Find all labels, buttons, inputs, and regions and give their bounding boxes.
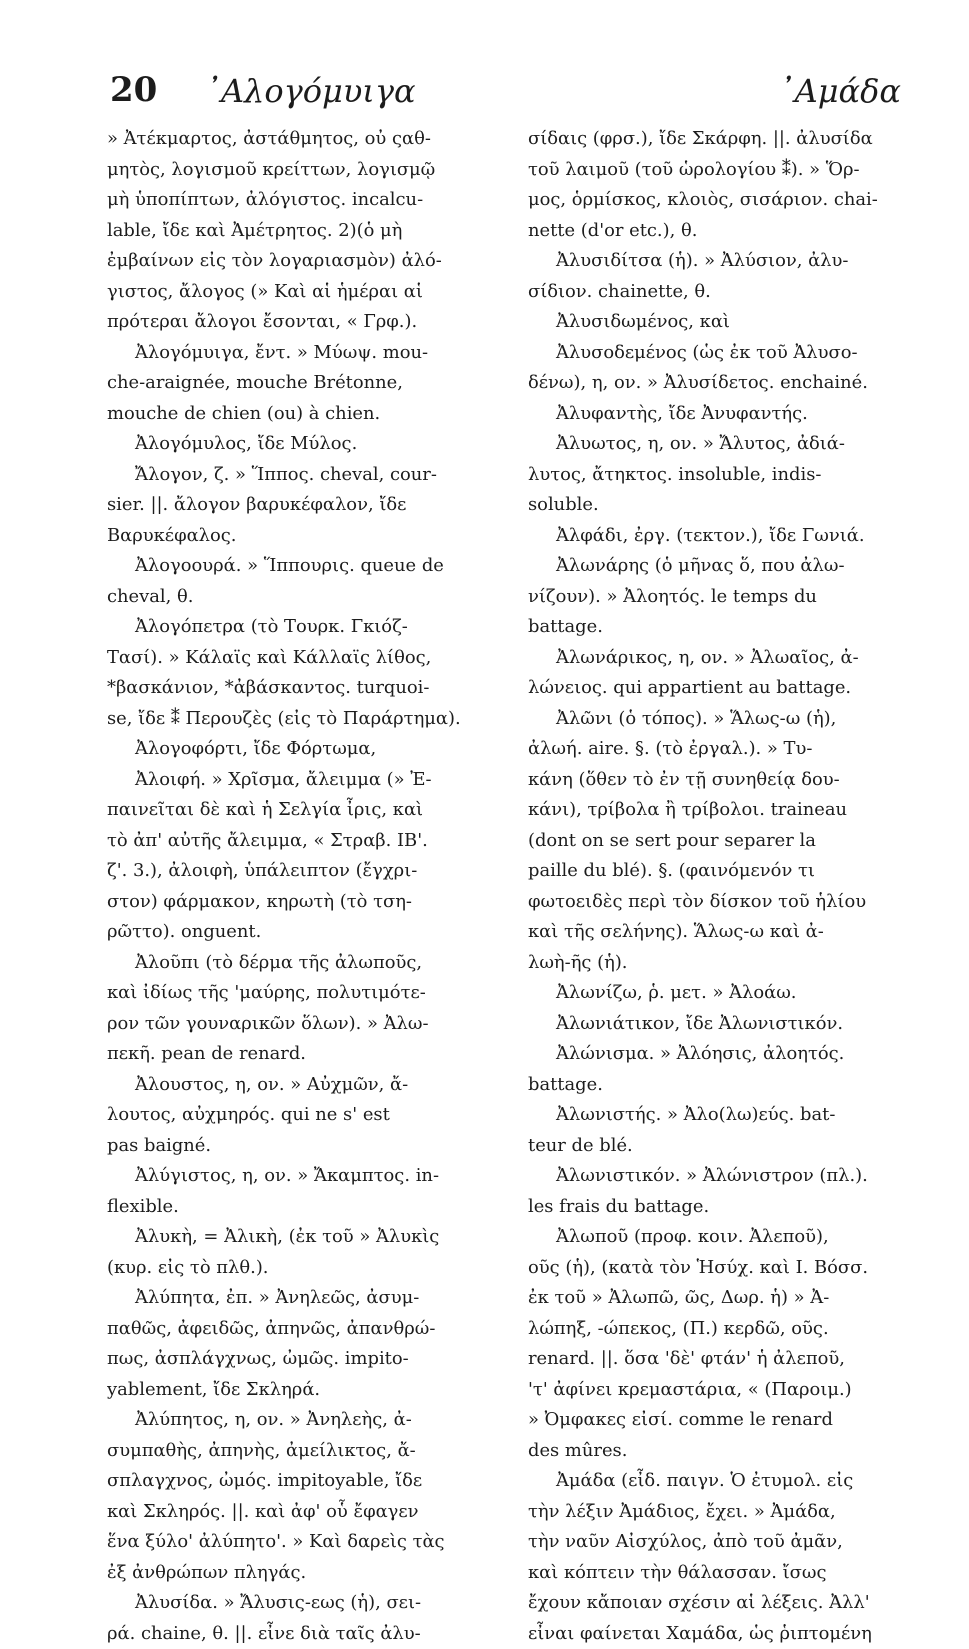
text-line: σίδιον. chainette, θ. [528, 277, 916, 308]
text-line: δένω), η, ον. » Ἀλυσίδετος. enchainé. [528, 368, 916, 399]
text-line: battage. [528, 612, 916, 643]
text-line: ρά. chaine, θ. ||. εἶνε διὰ ταῖς ἀλυ- [107, 1619, 495, 1649]
text-line: τὴν λέξιν Ἀμάδιος, ἔχει. » Ἀμάδα, [528, 1497, 916, 1528]
text-line: οῦς (ἡ), (κατὰ τὸν Ἡσύχ. καὶ Ι. Βόσσ. [528, 1253, 916, 1284]
text-line: γιστος, ἄλογος (» Καὶ αἱ ἡμέραι αἱ [107, 277, 495, 308]
text-line: μὴ ὑποπίπτων, ἀλόγιστος. incalcu- [107, 185, 495, 216]
text-line: pas baigné. [107, 1131, 495, 1162]
text-line: Ἀλωποῦ (προφ. κοιν. Ἀλεποῦ), [528, 1222, 916, 1253]
text-line: Ἀλογόμυλος, ἴδε Μύλος. [107, 429, 495, 460]
text-line: 'τ' ἀφίνει κρεμαστάρια, « (Παροιμ.) [528, 1375, 916, 1406]
text-line: soluble. [528, 490, 916, 521]
text-line: Ἄλογον, ζ. » Ἵππος. cheval, cour- [107, 460, 495, 491]
text-line: λουτος, αὐχμηρός. qui ne s' est [107, 1100, 495, 1131]
text-line: λυτος, ἄτηκτος. insoluble, indis- [528, 460, 916, 491]
text-line: Ἀλωνάρικος, η, ον. » Ἀλωαῖος, ἀ- [528, 643, 916, 674]
text-line: flexible. [107, 1192, 495, 1223]
text-line: mouche de chien (ou) à chien. [107, 399, 495, 430]
text-line: πρότεραι ἄλογοι ἔσονται, « Γρφ.). [107, 307, 495, 338]
text-line: ρῶττο). onguent. [107, 917, 495, 948]
text-line: πεκῆ. pean de renard. [107, 1039, 495, 1070]
text-line: μητὸς, λογισμοῦ κρείττων, λογισμῷ [107, 155, 495, 186]
text-line: Ἀλουστος, η, ον. » Αὐχμῶν, ἄ- [107, 1070, 495, 1101]
text-line: Ἀλυκὴ, = Ἀλικὴ, (ἐκ τοῦ » Ἀλυκὶς [107, 1222, 495, 1253]
text-line: ζ'. 3.), ἀλοιφὴ, ὑπάλειπτον (ἔγχρι- [107, 856, 495, 887]
text-line: καὶ κόπτειν τὴν θάλασσαν. ἴσως [528, 1558, 916, 1589]
text-line: paille du blé). §. (φαινόμενόν τι [528, 856, 916, 887]
page-number: 20 [110, 70, 157, 110]
text-line: ἔχουν κἄποιαν σχέσιν αἱ λέξεις. Ἀλλ' [528, 1588, 916, 1619]
text-line: Ἀλυσοδεμένος (ὡς ἐκ τοῦ Ἀλυσο- [528, 338, 916, 369]
text-line: σίδαις (φρσ.), ἴδε Σκάρφη. ||. ἀλυσίδα [528, 124, 916, 155]
text-line: Ἀλογοουρά. » Ἵππουρις. queue de [107, 551, 495, 582]
text-line: » Ὀμφακες εἰσί. comme le renard [528, 1405, 916, 1436]
text-line: ἐκ τοῦ » Ἀλωπῶ, ῶς, Δωρ. ἡ) » Ἀ- [528, 1283, 916, 1314]
text-line: Ἀλωνιάτικον, ἴδε Ἀλωνιστικόν. [528, 1009, 916, 1040]
left-column [107, 124, 495, 1649]
text-line: ἐξ ἀνθρώπων πληγάς. [107, 1558, 495, 1589]
text-line: Ἀλφάδι, ἐργ. (τεκτον.), ἴδε Γωνιά. [528, 521, 916, 552]
text-line: Ἀλωνίζω, ῥ. μετ. » Ἀλοάω. [528, 978, 916, 1009]
text-line: Ἀμάδα (εἶδ. παιγν. Ὁ ἐτυμολ. εἰς [528, 1466, 916, 1497]
text-line: Ἀλυσίδα. » Ἄλυσις-εως (ἡ), σει- [107, 1588, 495, 1619]
text-line: Ἀλῶνι (ὁ τόπος). » Ἅλως-ω (ἡ), [528, 704, 916, 735]
text-line: παθῶς, ἀφειδῶς, ἀπηνῶς, ἀπανθρώ- [107, 1314, 495, 1345]
text-line: Ἀλωνιστής. » Ἀλο(λω)εύς. bat- [528, 1100, 916, 1131]
left-running-head: ᾿Αλογόμυιγα [205, 72, 416, 110]
text-line: nette (d'or etc.), θ. [528, 216, 916, 247]
text-line: ἕνα ξύλο' ἀλύπητο'. » Καὶ δαρεὶς τὰς [107, 1527, 495, 1558]
text-line: μος, ὁρμίσκος, κλοιὸς, σισάριον. chai- [528, 185, 916, 216]
text-line: sier. ||. ἄλογον βαρυκέφαλον, ἴδε [107, 490, 495, 521]
text-line: cheval, θ. [107, 582, 495, 613]
text-line: *βασκάνιον, *ἀβάσκαντος. turquoi- [107, 673, 495, 704]
text-line: στον) φάρμακον, κηρωτὴ (τὸ τση- [107, 887, 495, 918]
text-line: τὸ ἀπ' αὐτῆς ἄλειμμα, « Στραβ. ΙΒ'. [107, 826, 495, 857]
text-line: εἶναι φαίνεται Χαμάδα, ὡς ῥιπτομένη [528, 1619, 916, 1649]
text-line: (dont on se sert pour separer la [528, 826, 916, 857]
text-line: καὶ ἰδίως τῆς 'μαύρης, πολυτιμότε- [107, 978, 495, 1009]
text-line: Ἀλυωτος, η, ον. » Ἄλυτος, ἀδιά- [528, 429, 916, 460]
text-line: ἐμβαίνων εἰς τὸν λογαριασμὸν) ἀλό- [107, 246, 495, 277]
text-line: Ἀλοιφή. » Χρῖσμα, ἄλειμμα (» Ἐ- [107, 765, 495, 796]
text-line: » Ἀτέκμαρτος, ἀστάθμητος, οὐ ςαθ- [107, 124, 495, 155]
text-line: Ἀλύγιστος, η, ον. » Ἄκαμπτος. in- [107, 1161, 495, 1192]
text-line: lable, ἴδε καὶ Ἀμέτρητος. 2)(ὁ μὴ [107, 216, 495, 247]
text-line: λώνειος. qui appartient au battage. [528, 673, 916, 704]
text-line: Ἀλυφαντὴς, ἴδε Ἀνυφαντής. [528, 399, 916, 430]
text-line: Ἀλωνάρης (ὁ μῆνας ὅ, που ἀλω- [528, 551, 916, 582]
right-running-head: ᾿Αμάδα [779, 72, 901, 110]
text-line: Ἀλώνισμα. » Ἀλόησις, ἀλοητός. [528, 1039, 916, 1070]
text-line: (κυρ. εἰς τὸ πλθ.). [107, 1253, 495, 1284]
text-line: Ἀλογόμυιγα, ἔντ. » Μύωψ. mou- [107, 338, 495, 369]
text-line: καὶ Σκληρός. ||. καὶ ἀφ' οὗ ἔφαγεν [107, 1497, 495, 1528]
text-line: κάνη (ὅθεν τὸ ἐν τῇ συνηθείᾳ δου- [528, 765, 916, 796]
text-line: Ἀλοῦπι (τὸ δέρμα τῆς ἀλωποῦς, [107, 948, 495, 979]
text-line: λωὴ-ῆς (ἡ). [528, 948, 916, 979]
text-line: les frais du battage. [528, 1192, 916, 1223]
text-line: Ἀλυσιδωμένος, καὶ [528, 307, 916, 338]
text-line: se, ἴδε ⁑ Περουζὲς (εἰς τὸ Παράρτημα). [107, 704, 495, 735]
text-line: Ἀλύπητα, ἐπ. » Ἀνηλεῶς, ἀσυμ- [107, 1283, 495, 1314]
text-line: Ἀλωνιστικόν. » Ἀλώνιστρον (πλ.). [528, 1161, 916, 1192]
text-line: λώπηξ, -ώπεκος, (Π.) κερδῶ, οῦς. [528, 1314, 916, 1345]
text-line: Ἀλύπητος, η, ον. » Ἀνηλεὴς, ἀ- [107, 1405, 495, 1436]
right-column [528, 124, 916, 1649]
text-line: renard. ||. ὅσα 'δὲ' φτάν' ἡ ἀλεποῦ, [528, 1344, 916, 1375]
text-line: Βαρυκέφαλος. [107, 521, 495, 552]
text-line: che-araignée, mouche Brétonne, [107, 368, 495, 399]
text-line: πως, ἀσπλάγχνως, ὠμῶς. impito- [107, 1344, 495, 1375]
text-line: φωτοειδὲς περὶ τὸν δίσκον τοῦ ἡλίου [528, 887, 916, 918]
text-line: τοῦ λαιμοῦ (τοῦ ὡρολογίου ⁑). » Ὅρ- [528, 155, 916, 186]
text-line: Ἀλογόπετρα (τὸ Τουρκ. Γκιόζ- [107, 612, 495, 643]
text-line: νίζουν). » Ἀλοητός. le temps du [528, 582, 916, 613]
text-line: καὶ τῆς σελήνης). Ἅλως-ω καὶ ἀ- [528, 917, 916, 948]
text-line: Τασί). » Κάλαϊς καὶ Κάλλαϊς λίθος, [107, 643, 495, 674]
text-line: yablement, ἴδε Σκληρά. [107, 1375, 495, 1406]
text-line: ρον τῶν γουναρικῶν ὅλων). » Ἀλω- [107, 1009, 495, 1040]
text-line: teur de blé. [528, 1131, 916, 1162]
text-line: Ἀλυσιδίτσα (ἡ). » Ἀλύσιον, ἀλυ- [528, 246, 916, 277]
text-line: κάνι), τρίβολα ἢ τρίβολοι. traineau [528, 795, 916, 826]
text-line: battage. [528, 1070, 916, 1101]
text-line: ἀλωή. aire. §. (τὸ ἐργαλ.). » Τυ- [528, 734, 916, 765]
text-line: παινεῖται δὲ καὶ ἡ Σελγία ἶρις, καὶ [107, 795, 495, 826]
text-line: des mûres. [528, 1436, 916, 1467]
text-line: σπλαγχνος, ὠμός. impitoyable, ἴδε [107, 1466, 495, 1497]
text-line: συμπαθὴς, ἀπηνὴς, ἀμείλικτος, ἄ- [107, 1436, 495, 1467]
text-line: Ἀλογοφόρτι, ἴδε Φόρτωμα, [107, 734, 495, 765]
text-line: τὴν ναῦν Αἰσχύλος, ἀπὸ τοῦ ἀμᾶν, [528, 1527, 916, 1558]
